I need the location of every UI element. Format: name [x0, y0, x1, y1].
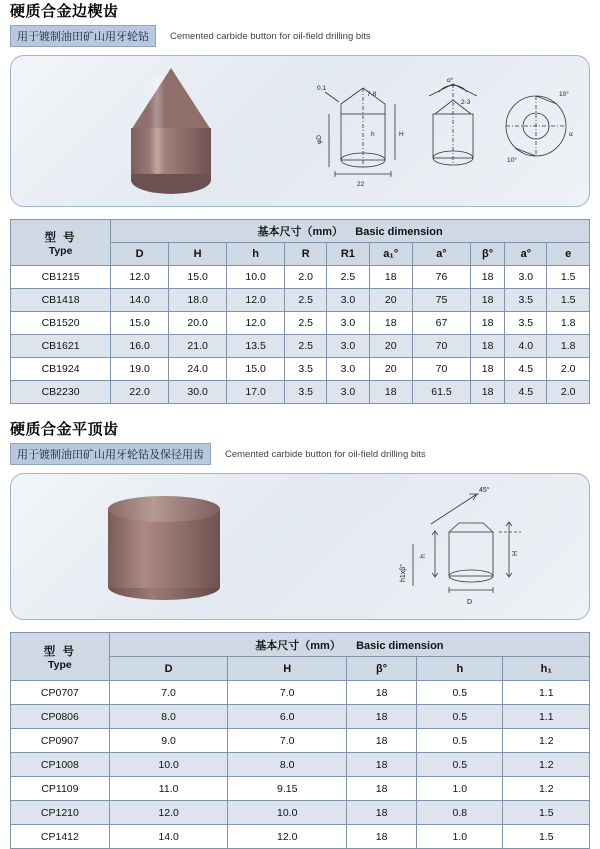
- cell-value: 14.0: [109, 825, 228, 849]
- cell-value: 0.5: [417, 729, 503, 753]
- cell-value: 10.0: [228, 801, 347, 825]
- cell-type: CP1008: [11, 753, 110, 777]
- svg-text:h: h: [371, 131, 375, 138]
- cell-value: 3.0: [327, 335, 369, 358]
- cell-value: 18: [470, 358, 504, 381]
- svg-text:10°: 10°: [507, 157, 517, 164]
- cell-value: 21.0: [169, 335, 227, 358]
- cell-value: 18: [347, 705, 417, 729]
- section-2-subtitle-en: Cemented carbide button for oil-field drilling bits: [225, 448, 426, 460]
- svg-text:α: α: [569, 131, 573, 138]
- cell-value: 17.0: [227, 381, 285, 404]
- table-row: [11, 681, 590, 705]
- table-1-body: [11, 266, 590, 404]
- cell-value: 67: [412, 312, 470, 335]
- cell-value: 20: [369, 335, 412, 358]
- th-col-h: H: [228, 657, 347, 681]
- table-2-body: [11, 681, 590, 849]
- cell-value: 3.0: [327, 289, 369, 312]
- cell-value: 1.0: [417, 777, 503, 801]
- cell-value: 7.0: [228, 681, 347, 705]
- cell-value: 4.0: [505, 335, 547, 358]
- th-col-d: D: [109, 657, 228, 681]
- cell-value: 2.0: [547, 381, 590, 404]
- th-col-beta: β°: [347, 657, 417, 681]
- cell-value: 2.5: [285, 289, 327, 312]
- cell-value: 4.5: [505, 358, 547, 381]
- table-row: [11, 289, 590, 312]
- svg-text:0.1: 0.1: [317, 85, 327, 92]
- cell-value: 18: [470, 381, 504, 404]
- cell-value: 18: [347, 729, 417, 753]
- cell-value: 15.0: [111, 312, 169, 335]
- cell-value: 1.1: [503, 705, 590, 729]
- cell-type: CP0806: [11, 705, 110, 729]
- cell-value: 2.5: [327, 266, 369, 289]
- svg-text:2-3: 2-3: [461, 99, 471, 106]
- cell-value: 3.5: [285, 381, 327, 404]
- cell-value: 70: [412, 358, 470, 381]
- cell-value: 1.2: [503, 753, 590, 777]
- section-1-dimension-table: [10, 219, 590, 404]
- cell-value: 4.5: [505, 381, 547, 404]
- cell-value: 18: [347, 753, 417, 777]
- cell-value: 3.5: [505, 289, 547, 312]
- cell-value: 3.0: [327, 312, 369, 335]
- cell-value: 3.5: [285, 358, 327, 381]
- th-col-a1: a₁°: [369, 243, 412, 266]
- svg-text:φD: φD: [316, 135, 323, 144]
- cell-value: 75: [412, 289, 470, 312]
- section-2-image-panel: [10, 473, 590, 620]
- cell-value: 0.5: [417, 705, 503, 729]
- cell-value: 1.8: [547, 335, 590, 358]
- cell-value: 1.2: [503, 777, 590, 801]
- th-col-a: a°: [412, 243, 470, 266]
- th-type: 型 号 Type: [11, 220, 111, 266]
- cell-value: 70: [412, 335, 470, 358]
- section-1-subtitle-cn: 用于镀制油田矿山用牙轮钻: [10, 25, 156, 47]
- cell-type: CP0707: [11, 681, 110, 705]
- cell-value: 12.0: [228, 825, 347, 849]
- table-row: [11, 753, 590, 777]
- section-1-subtitle-bar: [10, 25, 600, 47]
- cell-value: 7.0: [109, 681, 228, 705]
- carbide-flat-top-button-photo: [96, 496, 246, 606]
- svg-text:D: D: [467, 599, 473, 606]
- cell-value: 1.8: [547, 312, 590, 335]
- cell-value: 0.8: [417, 801, 503, 825]
- section-1-image-panel: [10, 55, 590, 207]
- cell-value: 22.0: [111, 381, 169, 404]
- cell-value: 1.1: [503, 681, 590, 705]
- cell-value: 3.0: [505, 266, 547, 289]
- cell-value: 76: [412, 266, 470, 289]
- cell-value: 9.0: [109, 729, 228, 753]
- th-col-beta: β°: [470, 243, 504, 266]
- cell-value: 1.5: [547, 289, 590, 312]
- table-row: [11, 358, 590, 381]
- cell-type: CP1412: [11, 825, 110, 849]
- svg-text:α°: α°: [447, 77, 454, 84]
- table-row: [11, 312, 590, 335]
- th-col-h-small: h: [227, 243, 285, 266]
- section-2: [0, 418, 600, 849]
- svg-text:H: H: [512, 550, 519, 556]
- cell-value: 11.0: [109, 777, 228, 801]
- svg-text:H: H: [399, 131, 404, 138]
- cell-value: 20: [369, 289, 412, 312]
- cell-value: 3.0: [327, 358, 369, 381]
- cell-value: 3.0: [327, 381, 369, 404]
- cell-value: 10.0: [109, 753, 228, 777]
- cell-value: 8.0: [228, 753, 347, 777]
- table-row: [11, 729, 590, 753]
- th-col-a2: a°: [505, 243, 547, 266]
- table-row: [11, 705, 590, 729]
- section-1: [0, 0, 600, 404]
- cell-type: CB1215: [11, 266, 111, 289]
- svg-text:h1xβ°: h1xβ°: [400, 563, 407, 582]
- section-2-title: 硬质合金平顶齿: [10, 421, 119, 438]
- cell-value: 18: [470, 289, 504, 312]
- th-col-r1: R1: [327, 243, 369, 266]
- cell-type: CP0907: [11, 729, 110, 753]
- cell-value: 18: [369, 381, 412, 404]
- cell-type: CP1210: [11, 801, 110, 825]
- cell-value: 18: [369, 312, 412, 335]
- cell-value: 3.5: [505, 312, 547, 335]
- th-basic-dimension: 基本尺寸（mm） Basic dimension: [109, 633, 589, 657]
- cell-value: 1.2: [503, 729, 590, 753]
- th-col-h: H: [169, 243, 227, 266]
- cell-value: 2.5: [285, 335, 327, 358]
- cell-type: CB1621: [11, 335, 111, 358]
- cell-value: 10.0: [227, 266, 285, 289]
- section-1-title: 硬质合金边楔齿: [10, 3, 119, 20]
- cell-value: 1.5: [503, 825, 590, 849]
- cell-value: 18: [347, 801, 417, 825]
- cell-value: 15.0: [227, 358, 285, 381]
- th-basic-dimension: 基本尺寸（mm） Basic dimension: [111, 220, 590, 243]
- cell-value: 20: [369, 358, 412, 381]
- th-col-r: R: [285, 243, 327, 266]
- cell-value: 30.0: [169, 381, 227, 404]
- section-2-subtitle-cn: 用于镀制油田矿山用牙轮钻及保径用齿: [10, 443, 211, 465]
- cell-type: CP1109: [11, 777, 110, 801]
- th-col-e: e: [547, 243, 590, 266]
- th-col-h1: h₁: [503, 657, 590, 681]
- cell-value: 16.0: [111, 335, 169, 358]
- cell-value: 1.5: [547, 266, 590, 289]
- cell-value: 2.0: [285, 266, 327, 289]
- section-1-subtitle-en: Cemented carbide button for oil-field drilling bits: [170, 30, 371, 42]
- cell-value: 18: [470, 266, 504, 289]
- cell-value: 13.5: [227, 335, 285, 358]
- th-type: 型 号 Type: [11, 633, 110, 681]
- cell-value: 61.5: [412, 381, 470, 404]
- svg-text:7-8: 7-8: [367, 91, 377, 98]
- section-2-dimension-table: [10, 632, 590, 849]
- th-col-d: D: [111, 243, 169, 266]
- cell-value: 7.0: [228, 729, 347, 753]
- cell-type: CB2230: [11, 381, 111, 404]
- cell-type: CB1520: [11, 312, 111, 335]
- cell-value: 18: [470, 335, 504, 358]
- table-row: [11, 381, 590, 404]
- cell-value: 2.5: [285, 312, 327, 335]
- cell-value: 8.0: [109, 705, 228, 729]
- cell-value: 2.0: [547, 358, 590, 381]
- cell-value: 0.5: [417, 681, 503, 705]
- cell-value: 19.0: [111, 358, 169, 381]
- cell-value: 12.0: [227, 289, 285, 312]
- cell-value: 9.15: [228, 777, 347, 801]
- table-row: [11, 801, 590, 825]
- cell-value: 18: [369, 266, 412, 289]
- table-row: [11, 266, 590, 289]
- cell-value: 20.0: [169, 312, 227, 335]
- cell-value: 18: [470, 312, 504, 335]
- cell-value: 18: [347, 825, 417, 849]
- section-2-subtitle-bar: [10, 443, 600, 465]
- cell-type: CB1418: [11, 289, 111, 312]
- table-row: [11, 825, 590, 849]
- cell-value: 6.0: [228, 705, 347, 729]
- cell-value: 18: [347, 681, 417, 705]
- cell-value: 12.0: [109, 801, 228, 825]
- cell-value: 14.0: [111, 289, 169, 312]
- cell-value: 1.5: [503, 801, 590, 825]
- th-col-h-small: h: [417, 657, 503, 681]
- carbide-cone-button-photo: [101, 68, 241, 198]
- svg-text:22: 22: [357, 181, 365, 188]
- cell-type: CB1924: [11, 358, 111, 381]
- table-row: [11, 335, 590, 358]
- section-2-technical-drawing: [391, 486, 590, 611]
- cell-value: 0.5: [417, 753, 503, 777]
- cell-value: 1.0: [417, 825, 503, 849]
- table-row: [11, 777, 590, 801]
- svg-text:45°: 45°: [479, 487, 490, 494]
- cell-value: 24.0: [169, 358, 227, 381]
- svg-text:h: h: [420, 554, 427, 558]
- svg-text:10°: 10°: [559, 91, 569, 98]
- cell-value: 18: [347, 777, 417, 801]
- section-1-technical-drawing: [311, 74, 590, 204]
- cell-value: 12.0: [227, 312, 285, 335]
- cell-value: 15.0: [169, 266, 227, 289]
- cell-value: 18.0: [169, 289, 227, 312]
- cell-value: 12.0: [111, 266, 169, 289]
